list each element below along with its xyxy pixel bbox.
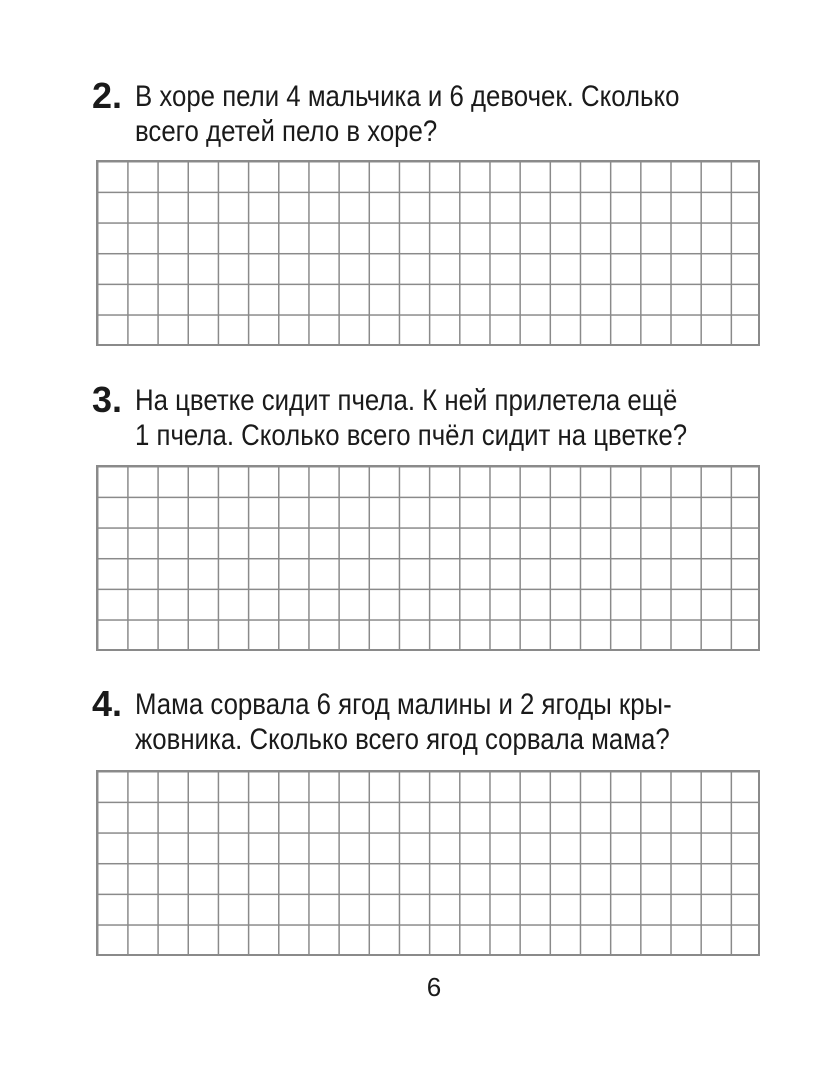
task-text-line: В хоре пели 4 мальчика и 6 девочек. Сколько — [135, 80, 680, 113]
answer-grid-task-4[interactable] — [96, 770, 760, 956]
task-text-line: На цветке сидит пчела. К ней прилетела ещё — [135, 384, 678, 417]
task-number: 4. — [92, 683, 123, 724]
answer-grid-task-3[interactable] — [96, 465, 760, 651]
task-text-line: жовника. Сколько всего ягод сорвала мама? — [135, 723, 670, 756]
task-number: 3. — [92, 379, 123, 420]
task-text-line: 1 пчела. Сколько всего пчёл сидит на цветке? — [135, 419, 688, 452]
page-number-text: 6 — [426, 972, 442, 1002]
task-number: 2. — [92, 75, 123, 116]
task-text-line: Мама сорвала 6 ягод малины и 2 ягоды кры- — [135, 688, 672, 721]
answer-grid-task-2[interactable] — [96, 160, 760, 346]
task-text-line: всего детей пело в хоре? — [135, 115, 438, 148]
page-number — [0, 972, 828, 1003]
